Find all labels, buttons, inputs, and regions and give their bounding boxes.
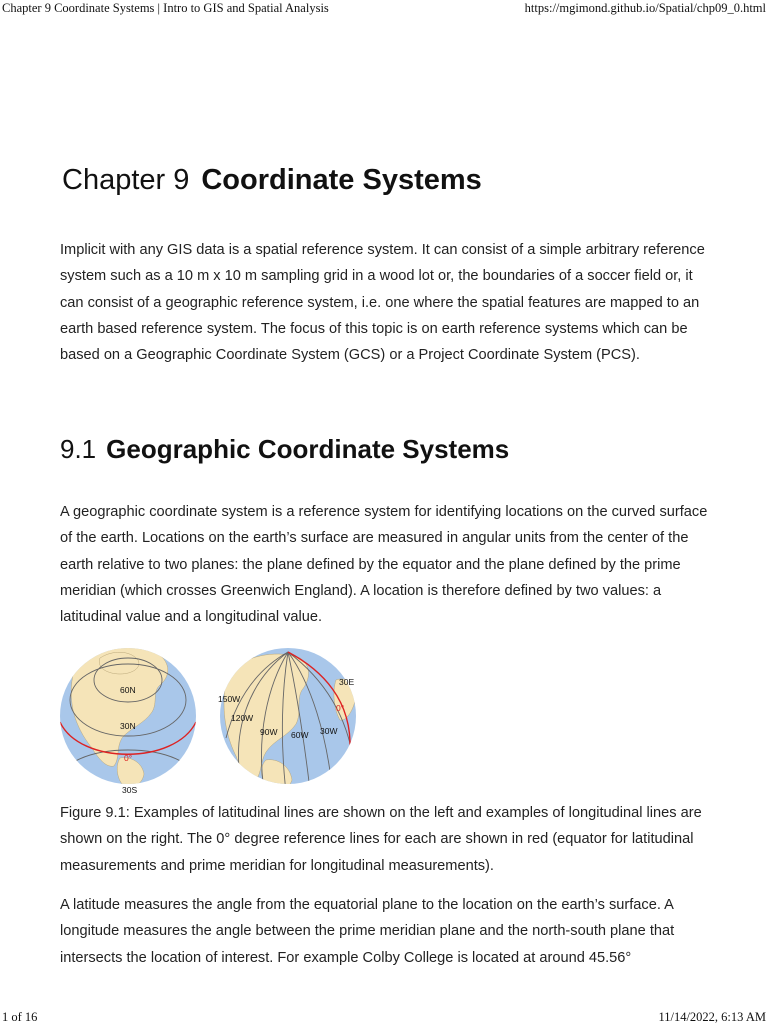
label-30e: 30E bbox=[339, 677, 355, 687]
longitude-globe bbox=[218, 648, 356, 792]
label-120w: 120W bbox=[231, 713, 254, 723]
intro-paragraph: Implicit with any GIS data is a spatial reference system. It can consist of a simple arbitrary reference system such as a 10 m x 10 m sampling grid in a wood lot or, the boundaries of a soccer field or, it can consist of a geographic reference system, i.e. one where the spatial features are mapped to an earth based reference system. The focus of this topic is on earth reference systems which can be based on a Geographic Coordinate System (GCS) or a Project Coordinate System (PCS). bbox=[60, 242, 705, 364]
chapter-title: Coordinate Systems bbox=[201, 164, 482, 196]
label-prime-meridian: 0° bbox=[336, 703, 345, 713]
label-150w: 150W bbox=[218, 694, 241, 704]
figure-caption: Figure 9.1: Examples of latitudinal lines are shown on the left and examples of longitudinal lines are shown on the right. The 0° degree reference lines for each are shown in red (equator for latitudinal measurements and prime meridian for longitudinal measurements). bbox=[60, 805, 702, 874]
label-60n: 60N bbox=[120, 685, 136, 695]
label-90w: 90W bbox=[260, 727, 278, 737]
print-url: https://mgimond.github.io/Spatial/chp09_0.html bbox=[524, 1, 766, 15]
section-heading bbox=[60, 434, 509, 465]
section-title: Geographic Coordinate Systems bbox=[106, 434, 510, 464]
label-30n: 30N bbox=[120, 721, 136, 731]
globes-illustration bbox=[60, 640, 370, 800]
print-page-title: Chapter 9 Coordinate Systems | Intro to GIS and Spatial Analysis bbox=[2, 1, 329, 15]
print-timestamp: 11/14/2022, 6:13 AM bbox=[658, 1010, 766, 1024]
latitude-globe bbox=[60, 646, 196, 800]
figure-globes bbox=[60, 640, 370, 800]
page-count: 1 of 16 bbox=[2, 1010, 38, 1024]
label-equator: 0° bbox=[124, 753, 133, 763]
print-footer bbox=[0, 1008, 768, 1024]
latlong-paragraph: A latitude measures the angle from the equatorial plane to the location on the earth’s surface. A longitude measures the angle between the prime meridian plane and the north-south plane that intersects the location of interest. For example Colby College is located at around 45.56° bbox=[60, 897, 675, 966]
chapter-heading bbox=[62, 164, 482, 197]
gcs-paragraph: A geographic coordinate system is a reference system for identifying locations on the curved surface of the earth. Locations on the earth’s surface are measured in angular units from the center of the earth relative to two planes: the plane defined by the equator and the plane defined by the prime meridian (which crosses Greenwich England). A location is therefore defined by two values: a latitudinal value and a longitudinal value. bbox=[60, 504, 708, 626]
print-header bbox=[0, 0, 768, 18]
label-30s: 30S bbox=[122, 785, 138, 795]
label-30w: 30W bbox=[320, 726, 338, 736]
chapter-number: Chapter 9 bbox=[62, 164, 190, 196]
label-60w: 60W bbox=[291, 730, 309, 740]
section-number: 9.1 bbox=[60, 434, 97, 464]
